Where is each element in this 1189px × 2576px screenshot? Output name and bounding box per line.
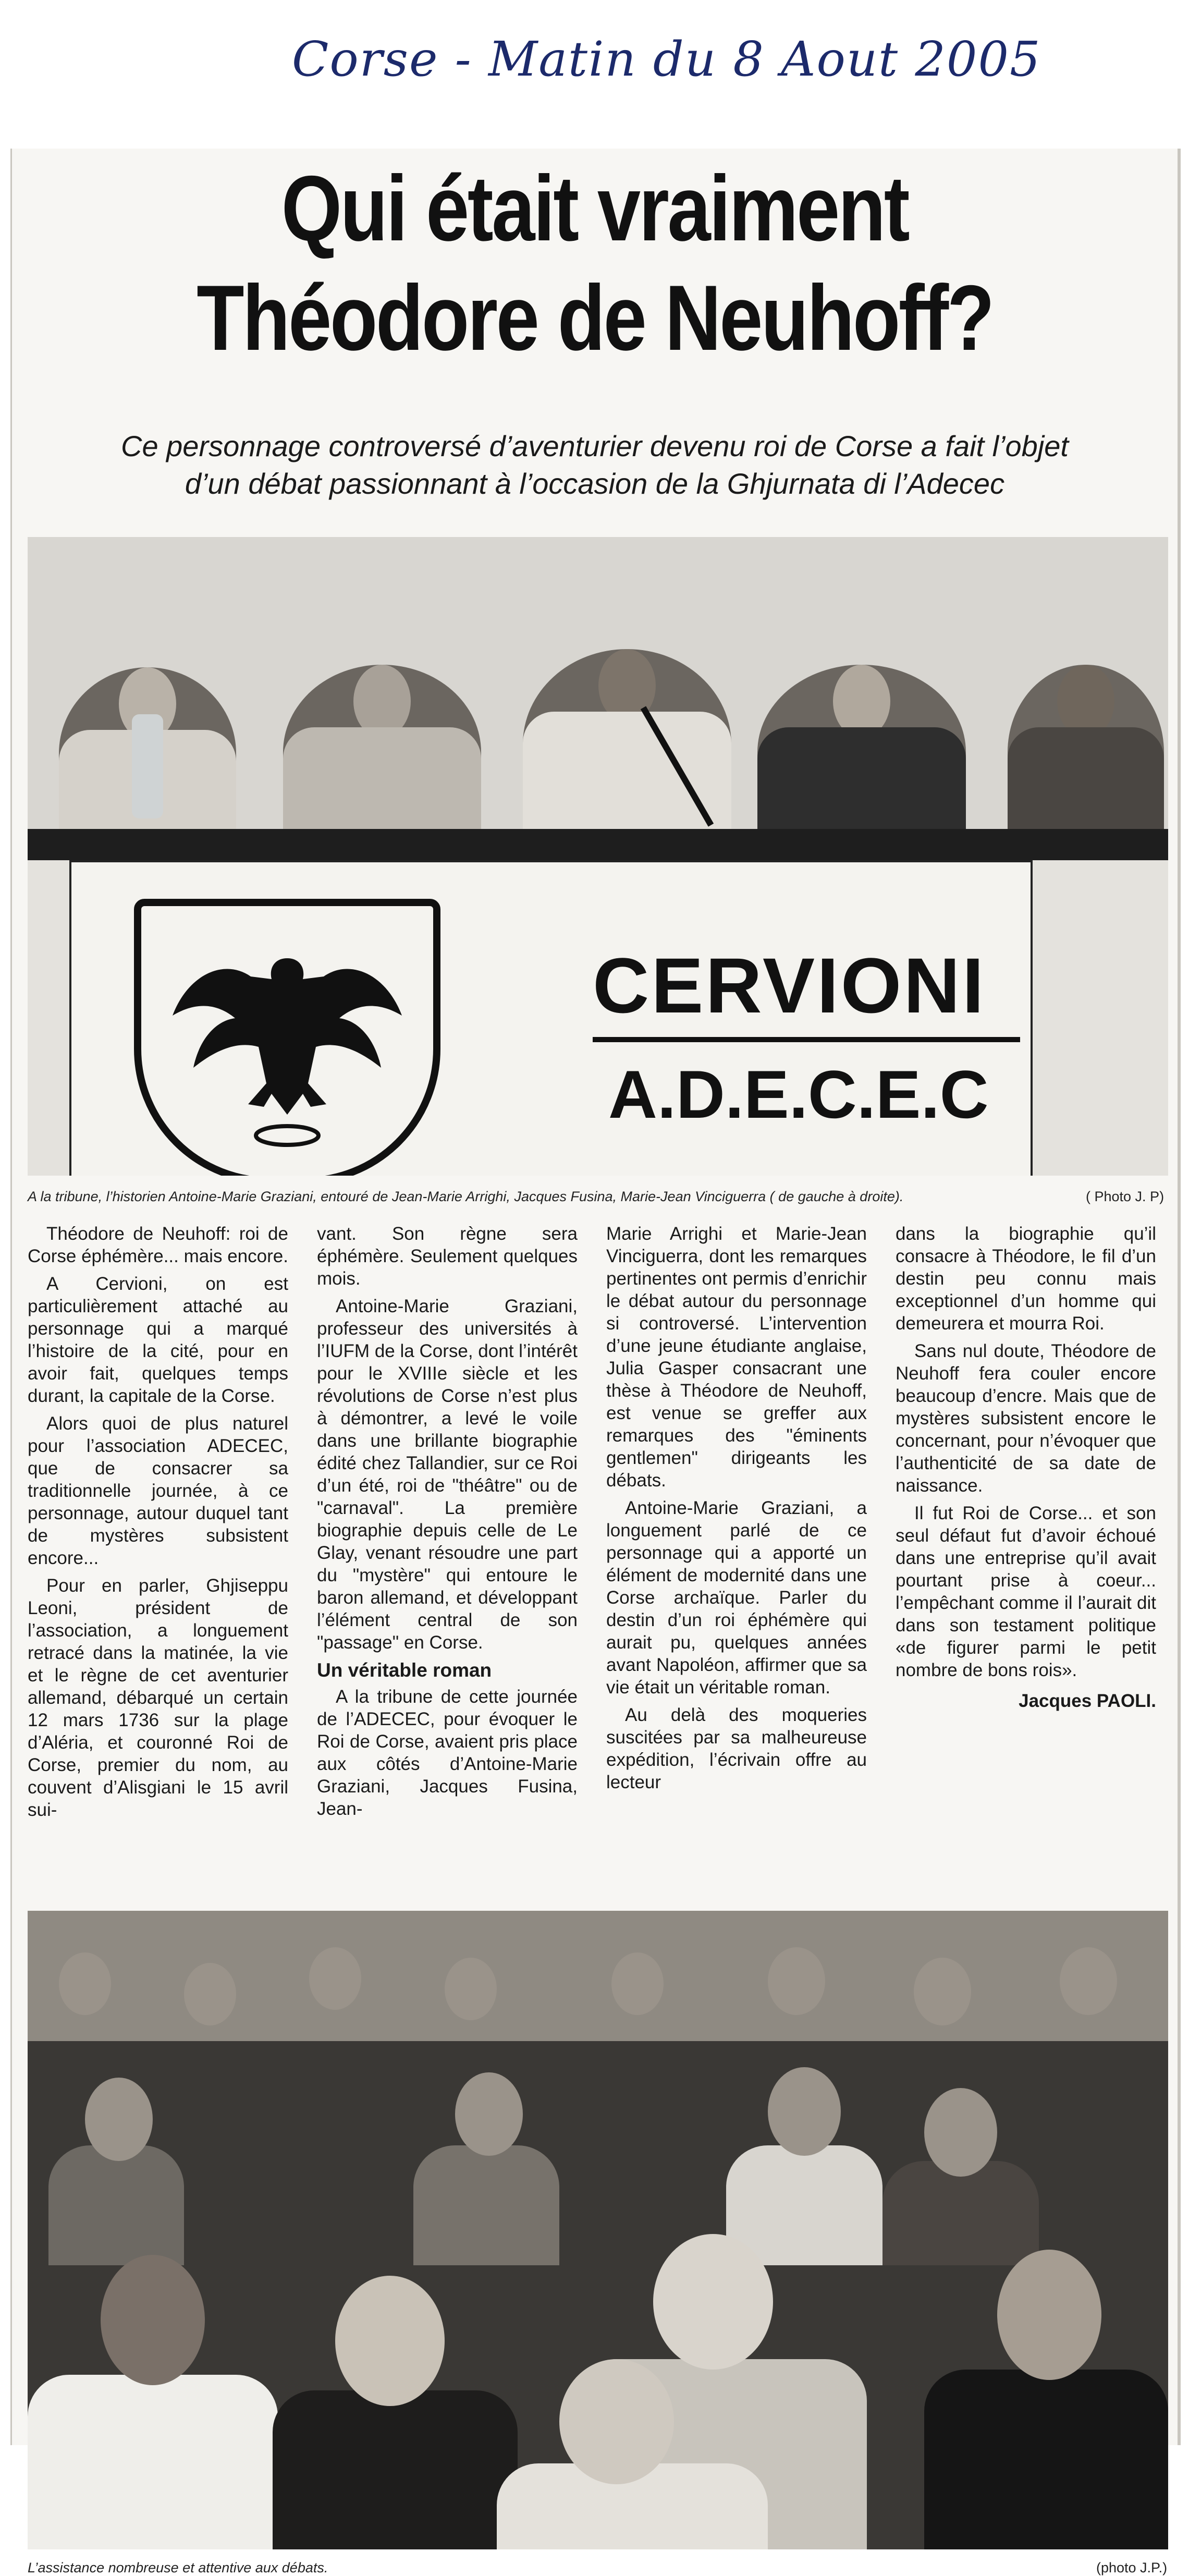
article-column-3 bbox=[606, 1223, 867, 1799]
audience-front-row bbox=[28, 2234, 1168, 2549]
audience-face bbox=[768, 2067, 841, 2156]
article-column-2 bbox=[317, 1223, 578, 1825]
audience-shirt bbox=[924, 2370, 1168, 2549]
col2-subheading: Un véritable roman bbox=[317, 1659, 492, 1681]
col1-para-2: A Cervioni, on est particulièrement attaché au personnage qui a marqué l’histoire de la cité, pour en avoir fait, quelques temps durant, la capitale de la Corse. bbox=[28, 1274, 288, 1406]
col2-para-3: A la tribune de cette journée de l’ADECEC, pour évoquer le Roi de Corse, avaient pris place aux côtés d’Antoine-Marie Graziani, Jacques Fusina, Jean- bbox=[317, 1687, 578, 1819]
audience-face bbox=[184, 1963, 236, 2025]
audience-face bbox=[335, 2276, 445, 2406]
col3-para-1: Marie Arrighi et Marie-Jean Vinciguerra, dont les remarques pertinentes ont permis d’enrichir le débat autour du personnage si controversé. L’intervention d’une jeune étudiante anglaise, Julia Gasper consacrant une thèse à Théodore de Neuhoff, est venue se greffer aux remarques des "éminents gentlemen" dirigeants les débats. bbox=[606, 1224, 867, 1491]
col1-para-1: Théodore de Neuhoff: roi de Corse éphémère... mais encore. bbox=[28, 1224, 288, 1266]
col2-para-2: Antoine-Marie Graziani, professeur des universités à l’IUFM de la Corse, dont l’intérêt pour le XVIIIe siècle et les révolutions de Corse n’est plus à démontrer, a levé le voile dans une brillante biographie édité chez Tallandier, sur ce Roi d’un été, roi de "théâtre" ou de "carnaval". La première biographie depuis celle de Le Glay, venant résoudre une part du "mystère" qui entoure le baron allemand, et développant l’élément central de son "passage" en Corse. bbox=[317, 1296, 578, 1653]
audience-face bbox=[445, 1958, 497, 2020]
audience-face bbox=[85, 2078, 153, 2161]
banner-rule bbox=[593, 1037, 1020, 1042]
photo1-credit: ( Photo J. P) bbox=[1086, 1189, 1165, 1204]
eagle-emblem bbox=[134, 899, 440, 1176]
col3-para-2: Antoine-Marie Graziani, a longuement parlé de ce personnage qui a apporté un élément de modernité dans une Corse archaïque. Parler du destin d’un roi éphémère qui aurait pu, quelques années avant Napoléon, affirmer que sa vie était un véritable roman. bbox=[606, 1498, 867, 1698]
audience-face bbox=[559, 2359, 674, 2484]
article-signature: Jacques PAOLI. bbox=[1019, 1691, 1156, 1711]
banner-subtitle: A.D.E.C.E.C bbox=[608, 1056, 989, 1132]
panelist-2 bbox=[283, 665, 481, 839]
col3-para-3: Au delà des moqueries suscitées par sa malheureuse expédition, l’écrivain offre au lecteur bbox=[606, 1705, 867, 1792]
tribune-photo bbox=[28, 537, 1168, 1176]
subtitle-line-2: d’un débat passionnant à l’occasion de la Ghjurnata di l’Adecec bbox=[185, 467, 1005, 500]
audience-face bbox=[309, 1947, 361, 2010]
audience-photo bbox=[28, 1911, 1168, 2549]
headline bbox=[105, 154, 1084, 373]
panelist-5 bbox=[1008, 665, 1164, 839]
audience-face bbox=[924, 2088, 997, 2177]
audience-face bbox=[653, 2234, 773, 2370]
panelist-2-head bbox=[353, 665, 411, 738]
panelist-4 bbox=[757, 665, 966, 839]
handwritten-source-note: Corse - Matin du 8 Aout 2005 bbox=[292, 31, 1041, 87]
newspaper-clipping bbox=[10, 149, 1181, 2575]
col1-para-4: Pour en parler, Ghjiseppu Leoni, président de l’association, a longuement retracé dans la matinée, la vie et le règne de cet aventurier allemand, débarqué un certain 12 mars 1736 sur la plage d’Aléria, et couronné Roi de Corse, premier du nom, au couvent d’Alisgiani le 15 avril sui- bbox=[28, 1576, 288, 1820]
audience-face bbox=[1060, 1947, 1117, 2015]
eagle-icon bbox=[162, 927, 412, 1156]
audience-shirt bbox=[28, 2375, 278, 2549]
audience-face bbox=[611, 1952, 664, 2015]
water-bottle bbox=[132, 714, 163, 819]
headline-line-1: Qui était vraiment bbox=[281, 156, 909, 260]
panelist-5-head bbox=[1057, 665, 1114, 738]
audience-face bbox=[768, 1947, 825, 2015]
photo2-caption: L’assistance nombreuse et attentive aux débats. bbox=[28, 2560, 328, 2575]
col1-para-3: Alors quoi de plus naturel pour l’association ADECEC, que de consacrer sa traditionnelle journée, à ce personnage, autour duquel tant de mystères subsistent encore... bbox=[28, 1413, 288, 1568]
article-column-4 bbox=[896, 1223, 1156, 1717]
audience-shirt bbox=[273, 2390, 518, 2549]
panelist-4-head bbox=[833, 665, 890, 738]
adecec-banner bbox=[69, 860, 1033, 1176]
audience-face bbox=[101, 2255, 205, 2385]
audience-face bbox=[59, 1952, 111, 2015]
col4-para-1: dans la biographie qu’il consacre à Théodore, le fil d’un destin peu connu mais exceptionnel d’un homme qui demeurera et mourra Roi. bbox=[896, 1224, 1156, 1334]
audience-face bbox=[997, 2250, 1101, 2380]
audience-face bbox=[914, 1958, 971, 2025]
subtitle bbox=[12, 428, 1178, 503]
article-column-1 bbox=[28, 1223, 288, 1826]
panelist-3-body bbox=[523, 712, 731, 832]
headline-line-2: Théodore de Neuhoff? bbox=[197, 266, 993, 370]
col2-para-1: vant. Son règne sera éphémère. Seulement quelques mois. bbox=[317, 1224, 578, 1289]
subtitle-line-1: Ce personnage controversé d’aventurier devenu roi de Corse a fait l’objet bbox=[121, 430, 1069, 462]
table-top bbox=[28, 829, 1168, 860]
banner-title: CERVIONI bbox=[593, 942, 986, 1029]
audience-face bbox=[455, 2072, 523, 2156]
col4-para-2: Sans nul doute, Théodore de Neuhoff fera couler encore beaucoup d’encre. Mais que de mystères subsistent encore le concernant, pour n’évoquer que l’authenticité de sa date de naissance. bbox=[896, 1341, 1156, 1496]
col4-para-3: Il fut Roi de Corse... et son seul défaut fut d’avoir échoué dans une entreprise qu’il avait pourtant prise à coeur... l’empêchant comme il l’aurait dit dans son testament politique «de figurer parmi le petit nombre de bons rois». bbox=[896, 1503, 1156, 1680]
photo2-credit: (photo J.P.) bbox=[1096, 2560, 1168, 2575]
photo1-caption: A la tribune, l’historien Antoine-Marie Graziani, entouré de Jean-Marie Arrighi, Jacques Fusina, Marie-Jean Vinciguerra ( de gauche à droite). bbox=[28, 1189, 904, 1204]
